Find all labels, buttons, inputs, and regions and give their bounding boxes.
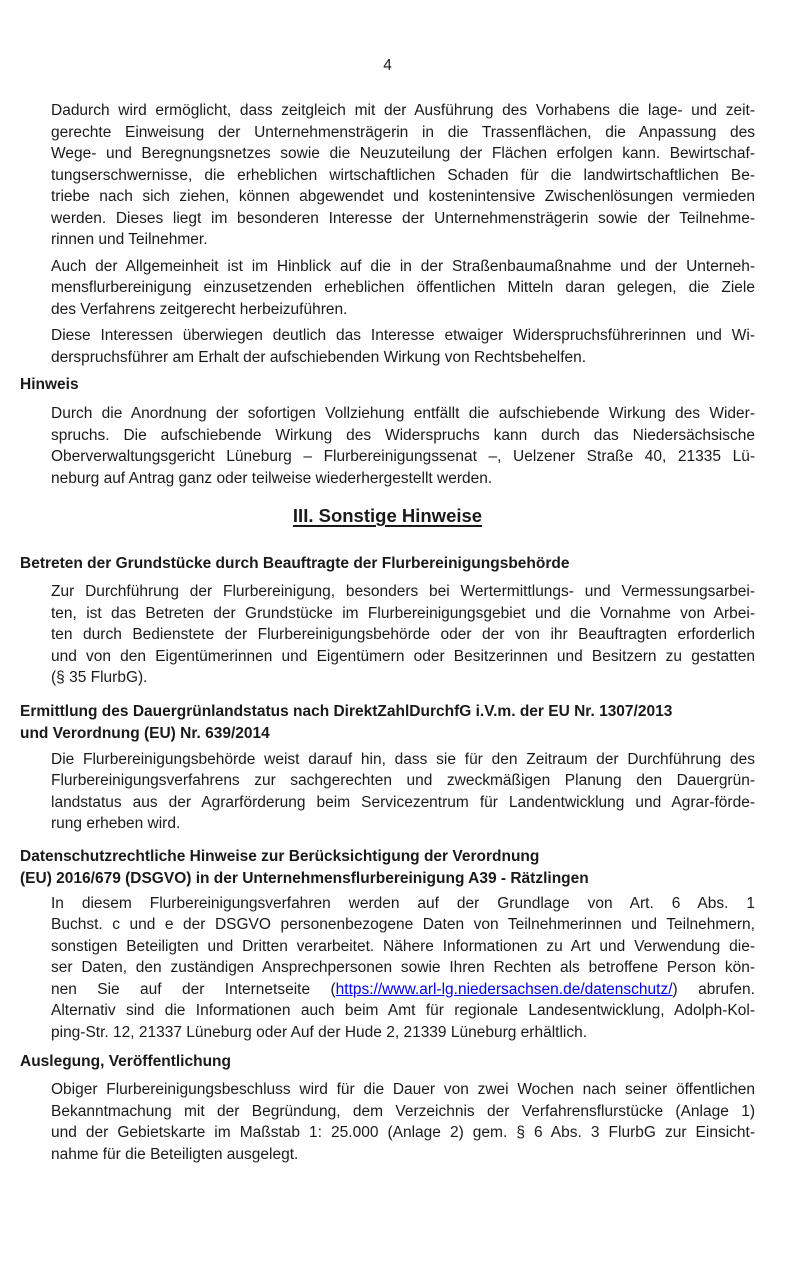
text-line: nen Sie auf der Internetseite (https://www.arl-lg.niedersachsen.de/datenschutz/) abrufen. (51, 980, 755, 998)
text-line: Bekanntmachung mit der Begründung, dem Verzeichnis der Verfahrensflurstücke (Anlage 1) (51, 1102, 755, 1120)
paragraph-betreten (51, 581, 755, 689)
text-line: rung erheben wird. (51, 815, 181, 832)
text-line: Datenschutzrechtliche Hinweise zur Berücksichtigung der Verordnung (20, 847, 540, 865)
text-line: ten durch Bedienstete der Flurbereinigungsbehörde oder der von ihr Beauftragten erforderlich (51, 626, 755, 643)
section-title-text: III. Sonstige Hinweise (292, 505, 483, 526)
text-line: und der Gebietskarte im Maßstab 1: 25.000 (Anlage 2) gem. § 6 Abs. 3 FlurbG zur Einsicht- (51, 1124, 755, 1141)
paragraph-interessenabwaegung (51, 325, 755, 368)
text-line: Diese Interessen überwiegen deutlich das Interesse etwaiger Widerspruchsführerinnen und Wi- (51, 327, 755, 344)
text-line: nahme für die Beteiligten ausgelegt. (51, 1145, 299, 1163)
paragraph-datenschutz (51, 893, 755, 1044)
text-line: mensflurbereinigung einzusetzenden erheblichen öffentlichen Mitteln daran gelegen, die Ziele (51, 279, 755, 296)
text-line: Flurbereinigungsverfahrens zur sachgerechten und zweckmäßigen Planung den Dauergrün- (51, 772, 755, 789)
text-line: ping-Str. 12, 21337 Lüneburg oder Auf der Hude 2, 21339 Lüneburg erhältlich. (51, 1023, 588, 1041)
text-line: sonstigen Beteiligten und Dritten verarbeitet. Nähere Informationen zu Art und Verwendung die- (51, 937, 755, 955)
text-line: Wege- und Beregnungsnetzes sowie die Neuzuteilung der Flächen erfolgen kann. Bewirtschaf- (51, 145, 755, 162)
heading-hinweis: Hinweis (20, 376, 79, 393)
paragraph-vorhaben-einweisung (51, 100, 755, 251)
heading-datenschutz (20, 846, 755, 890)
text-line: Durch die Anordnung der sofortigen Vollziehung entfällt die aufschiebende Wirkung des Wider- (51, 405, 755, 422)
text-line: derspruchsführer am Erhalt der aufschiebenden Wirkung von Rechtsbehelfen. (51, 348, 587, 366)
paragraph-auslegung (51, 1079, 755, 1165)
text-line: neburg auf Antrag ganz oder teilweise wiederhergestellt werden. (51, 469, 493, 487)
paragraph-dauergruenland (51, 749, 755, 835)
text-line: Zur Durchführung der Flurbereinigung, besonders bei Wertermittlungs- und Vermessungsarbei- (51, 583, 755, 600)
text-line: (§ 35 FlurbG). (51, 669, 148, 686)
heading-betreten-grundstuecke: Betreten der Grundstücke durch Beauftragte der Flurbereinigungsbehörde (20, 555, 570, 572)
paragraph-allgemeinheit (51, 256, 755, 321)
text-line: (EU) 2016/679 (DSGVO) in der Unternehmensflurbereinigung A39 - Rätzlingen (20, 869, 589, 887)
heading-auslegung: Auslegung, Veröffentlichung (20, 1053, 231, 1070)
text-line: triebe nach sich ziehen, können abgewendet und kostenintensive Zwischenlösungen vermieden (51, 188, 755, 205)
text-line: Buchst. c und e der DSGVO personenbezogene Daten von Teilnehmerinnen und Teilnehmern, (51, 916, 755, 933)
text-line: und von den Eigentümerinnen und Eigentümern oder Besitzerinnen und Besitzern zu gestatten (51, 647, 755, 665)
text-line: landstatus aus der Agrarförderung beim Servicezentrum für Landentwicklung und Agrar-förde- (51, 793, 755, 811)
text-line: spruchs. Die aufschiebende Wirkung des Widerspruchs kann durch das Niedersächsische (51, 426, 755, 444)
text-line: und Verordnung (EU) Nr. 639/2014 (20, 724, 270, 742)
text-line: tungserschwernisse, die erheblichen wirtschaftlichen Schaden für die landwirtschaftlichen Be- (51, 166, 755, 184)
text-line: gerechte Einweisung der Unternehmensträgerin in die Trassenflächen, die Anpassung des (51, 123, 755, 141)
text-line: Auch der Allgemeinheit ist im Hinblick auf die in der Straßenbaumaßnahme und der Unterneh- (51, 257, 755, 275)
text-line: rinnen und Teilnehmer. (51, 231, 208, 248)
page-number: 4 (383, 57, 392, 74)
text-line: ten, ist das Betreten der Grundstücke im Flurbereinigungsgebiet und die Vornahme von Arbei- (51, 604, 755, 622)
text-line: Obiger Flurbereinigungsbeschluss wird für die Dauer von zwei Wochen nach seiner öffentlichen (51, 1081, 755, 1098)
text-line: Dadurch wird ermöglicht, dass zeitgleich mit der Ausführung des Vorhabens die lage- und zeit- (51, 102, 755, 119)
text-line: Alternativ sind die Informationen auch beim Amt für regionale Landesentwicklung, Adolph-Kol- (51, 1002, 755, 1019)
heading-dauergruenlandstatus (20, 701, 755, 745)
section-title-sonstige-hinweise (20, 503, 755, 529)
text-line: werden. Dieses liegt im besonderen Interesse der Unternehmensträgerin sowie der Teilnehme- (51, 209, 755, 227)
text-line: ser Daten, den zuständigen Ansprechpersonen sowie Ihren Rechten als betroffene Person kön- (51, 959, 755, 976)
text-line: Die Flurbereinigungsbehörde weist darauf hin, dass sie für den Zeitraum der Durchführung des (51, 750, 755, 768)
text-line: des Verfahrens zeitgerecht herbeizuführen. (51, 300, 348, 318)
text-line: Ermittlung des Dauergrünlandstatus nach DirektZahlDurchfG i.V.m. der EU Nr. 1307/2013 (20, 702, 673, 720)
text-line: Oberverwaltungsgericht Lüneburg – Flurbereinigungssenat –, Uelzener Straße 40, 21335 Lü- (51, 448, 755, 465)
datenschutz-link[interactable]: https://www.arl-lg.niedersachsen.de/datenschutz/ (335, 980, 673, 998)
text-line: In diesem Flurbereinigungsverfahren werden auf der Grundlage von Art. 6 Abs. 1 (51, 894, 755, 912)
paragraph-sofortige-vollziehung (51, 403, 755, 489)
